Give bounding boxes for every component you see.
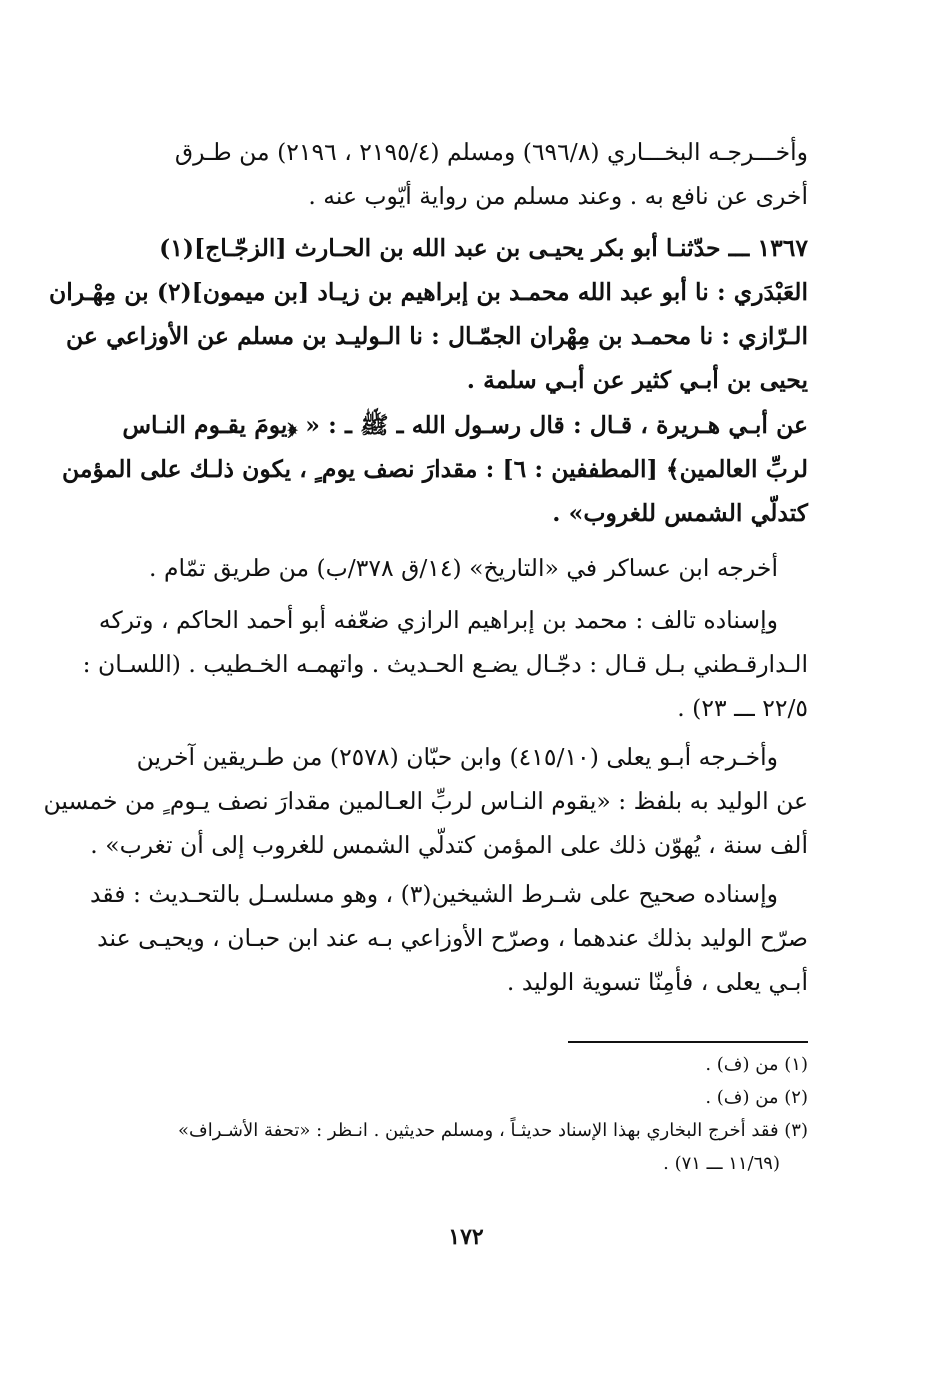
text-line: عن أبـي هـريرة ، قـال : قال رسـول الله ـ ﷺ ـ : « ﴿يومَ يقـوم النـاس — [122, 411, 808, 439]
text-line: العَبْدَري : نا أبو عبد الله محمـد بن إبراهيم بن زيـاد [بن ميمون](٢) بن مِهْـران — [48, 278, 808, 306]
text-line: عن الوليد به بلفظ : «يقوم النـاس لربِّ العـالمين مقدارَ نصف يـوم ٍ من خمسين — [43, 787, 808, 815]
footnote-2: (٢) من (ف) . — [705, 1087, 808, 1108]
text-line: ألف سنة ، يُهوّن ذلك على المؤمن كتدلّي الشمس للغروب إلى أن تغرب» . — [90, 831, 808, 859]
text-line: وإسناده صحيح على شـرط الشيخين(٣) ، وهو مسلسـل بالتحـديث : فقد — [90, 880, 778, 908]
text-line: الـرّازي : نا محمـد بن مِهْران الجمّـال : نا الـوليـد بن مسلم عن الأوزاعي عن — [65, 322, 808, 350]
text-line: يحيى بن أبـي كثير عن أبـي سلمة . — [466, 366, 808, 394]
hadith-isnad-1367 — [48, 226, 808, 402]
page-number: ١٧٢ — [448, 1224, 484, 1250]
text-line: صرّح الوليد بذلك عندهما ، وصرّح الأوزاعي بـه عند ابن حبـان ، ويحيـى عند — [97, 924, 808, 952]
takhrij-paragraph-1 — [108, 130, 808, 218]
footnote-3: (٣) فقد أخرج البخاري بهذا الإسناد حديثـاً ، ومسلم حديثين . انـظر : «تحفة الأشـراف» — [178, 1120, 808, 1141]
isnad-judgement-paragraph — [82, 598, 808, 730]
hadith-matn — [62, 403, 808, 535]
text-line: ١٣٦٧ ـــ حدّثنـا أبو بكر يحيـى بن عبد الله بن الحـارث [الزجّـاج](١) — [159, 234, 808, 262]
text-line: وأخـرجه أبـو يعلى (٤١٥/١٠) وابن حبّان (٢٥٧٨) من طـريقين آخرين — [136, 743, 778, 771]
text-line: وإسناده تالف : محمد بن إبراهيم الرازي ضعّفه أبو أحمد الحاكم ، وتركه — [98, 606, 778, 634]
text-line: الـدارقـطني بـل قـال : دجّـال يضـع الحـديث . واتهمـه الخـطيب . (اللسـان : — [82, 650, 808, 678]
takhrij-paragraph-2 — [108, 546, 808, 590]
footnotes — [108, 1048, 808, 1180]
text-line: كتدلّي الشمس للغروب» . — [552, 499, 808, 527]
footnote-separator — [568, 1041, 808, 1043]
text-line: وأخـــرجـه البخـــاري (٦٩٦/٨) ومسلم (٢١٩٥/٤ ، ٢١٩٦) من طـرق — [174, 138, 808, 166]
text-line: أخرى عن نافع به . وعند مسلم من رواية أيّوب عنه . — [308, 182, 808, 210]
isnad-grading-paragraph — [90, 872, 808, 1004]
text-line: ٢٢/٥ ـــ ٢٣) . — [677, 694, 808, 722]
text-line: أخرجه ابن عساكر في «التاريخ» (١٤/ق ٣٧٨/ب) من طريق تمّام . — [149, 554, 778, 582]
text-line: أبـي يعلى ، فأمِنّا تسوية الوليد . — [506, 968, 808, 996]
takhrij-paragraph-3 — [43, 735, 808, 867]
footnote-1: (١) من (ف) . — [705, 1054, 808, 1075]
footnote-3-continued: (١١/٦٩ ـــ ٧١) . — [663, 1153, 780, 1174]
text-line: لربِّ العالمين﴾ [المطففين : ٦] : مقدارَ نصف يوم ٍ ، يكون ذلـك على المؤمن — [62, 455, 808, 483]
